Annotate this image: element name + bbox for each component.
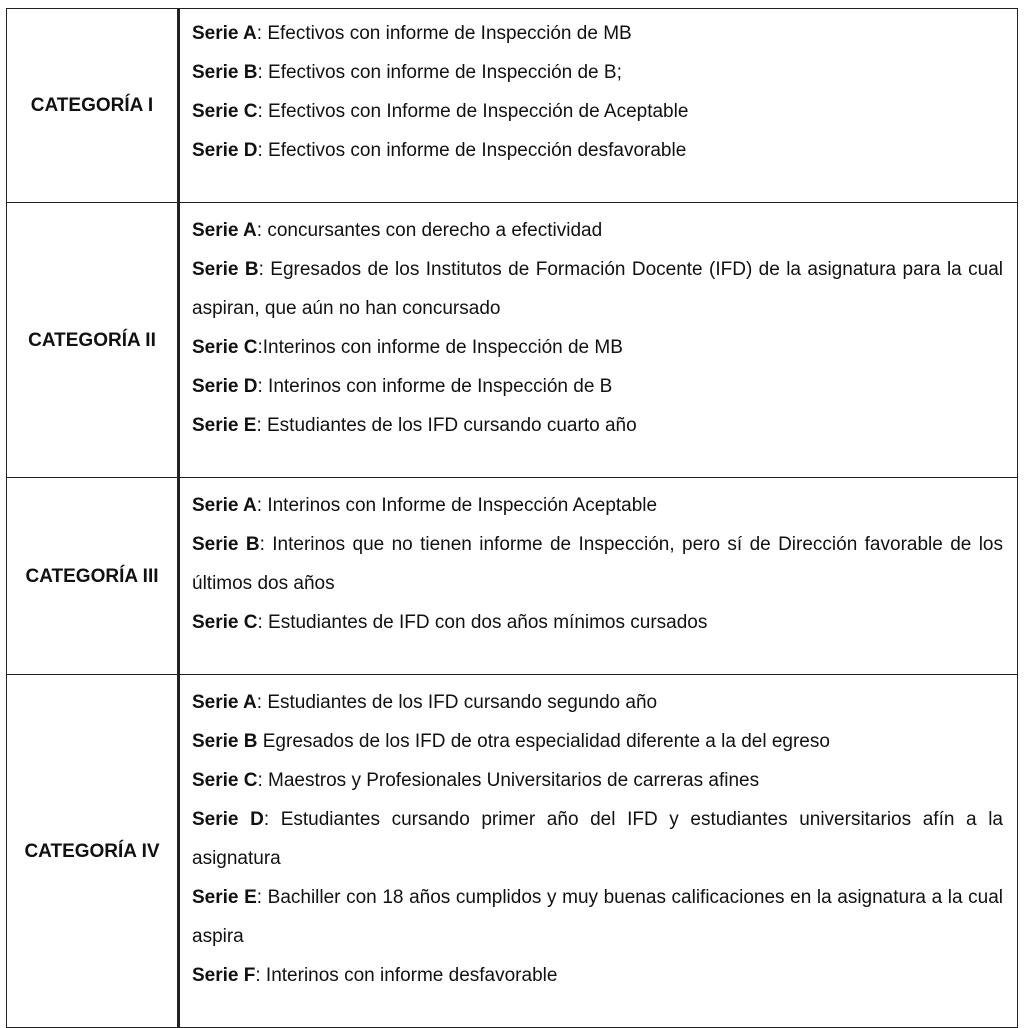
serie-text: : Efectivos con informe de Inspección de B; xyxy=(257,62,622,83)
category-label: CATEGORÍA I xyxy=(7,9,179,203)
category-series-cell xyxy=(179,478,1018,675)
serie-text: : Efectivos con Informe de Inspección de Aceptable xyxy=(257,101,689,122)
serie-text: : Estudiantes de los IFD cursando segundo año xyxy=(256,692,658,713)
serie-key: Serie D xyxy=(192,376,258,397)
category-row xyxy=(7,478,1018,675)
serie-text: : Efectivos con informe de Inspección de MB xyxy=(256,23,632,44)
serie-line xyxy=(192,131,1003,170)
serie-text: : Interinos con informe desfavorable xyxy=(255,965,558,986)
serie-key: Serie D xyxy=(192,809,264,830)
serie-line xyxy=(192,486,1003,525)
serie-key: Serie D xyxy=(192,140,258,161)
serie-text: : Estudiantes cursando primer año del IFD y estudiantes universitarios afín a la asignatura xyxy=(192,809,1003,869)
serie-line xyxy=(192,367,1003,406)
serie-text: : Estudiantes de IFD con dos años mínimos cursados xyxy=(257,612,708,633)
serie-line xyxy=(192,603,1003,642)
serie-line xyxy=(192,53,1003,92)
categories-table xyxy=(6,8,1018,1028)
serie-text: : Interinos que no tienen informe de Inspección, pero sí de Dirección favorable de los últimos dos años xyxy=(192,534,1003,594)
serie-key: Serie E xyxy=(192,415,257,436)
serie-text: : Estudiantes de los IFD cursando cuarto año xyxy=(256,415,637,436)
category-row xyxy=(7,203,1018,478)
serie-key: Serie C xyxy=(192,337,258,358)
serie-text: : Maestros y Profesionales Universitarios de carreras afines xyxy=(257,770,760,791)
category-row xyxy=(7,675,1018,1028)
serie-text: : Bachiller con 18 años cumplidos y muy buenas calificaciones en la asignatura a la cual aspira xyxy=(192,887,1004,947)
category-label: CATEGORÍA III xyxy=(7,478,179,675)
serie-key: Serie C xyxy=(192,770,258,791)
serie-key: Serie B xyxy=(192,62,258,83)
serie-text: : Egresados de los Institutos de Formación Docente (IFD) de la asignatura para la cual aspiran, que aún no han concursado xyxy=(192,259,1003,319)
serie-key: Serie A xyxy=(192,495,257,516)
serie-line xyxy=(192,956,1003,995)
serie-key: Serie F xyxy=(192,965,256,986)
serie-key: Serie E xyxy=(192,887,257,908)
serie-line xyxy=(192,761,1003,800)
serie-line xyxy=(192,14,1003,53)
serie-key: Serie A xyxy=(192,692,257,713)
category-series-cell xyxy=(179,675,1018,1028)
serie-key: Serie B xyxy=(192,534,260,555)
category-label: CATEGORÍA II xyxy=(7,203,179,478)
serie-key: Serie C xyxy=(192,612,258,633)
serie-text: : Efectivos con informe de Inspección desfavorable xyxy=(257,140,687,161)
serie-line xyxy=(192,211,1003,250)
serie-text: : Interinos con informe de Inspección de B xyxy=(257,376,613,397)
serie-key: Serie A xyxy=(192,220,257,241)
serie-line xyxy=(192,878,1003,956)
serie-line xyxy=(192,250,1003,328)
category-series-cell xyxy=(179,203,1018,478)
serie-text: :Interinos con informe de Inspección de MB xyxy=(257,337,623,358)
serie-line xyxy=(192,683,1003,722)
serie-key: Serie A xyxy=(192,23,257,44)
serie-line xyxy=(192,800,1003,878)
serie-text: : concursantes con derecho a efectividad xyxy=(256,220,603,241)
serie-key: Serie B xyxy=(192,731,258,752)
serie-line xyxy=(192,328,1003,367)
category-series-cell xyxy=(179,9,1018,203)
serie-key: Serie B xyxy=(192,259,259,280)
category-label: CATEGORÍA IV xyxy=(7,675,179,1028)
serie-line xyxy=(192,406,1003,445)
category-row xyxy=(7,9,1018,203)
serie-text: : Interinos con Informe de Inspección Aceptable xyxy=(256,495,658,516)
serie-text: Egresados de los IFD de otra especialidad diferente a la del egreso xyxy=(257,731,830,752)
serie-key: Serie C xyxy=(192,101,258,122)
serie-line xyxy=(192,92,1003,131)
serie-line xyxy=(192,525,1003,603)
serie-line xyxy=(192,722,1003,761)
